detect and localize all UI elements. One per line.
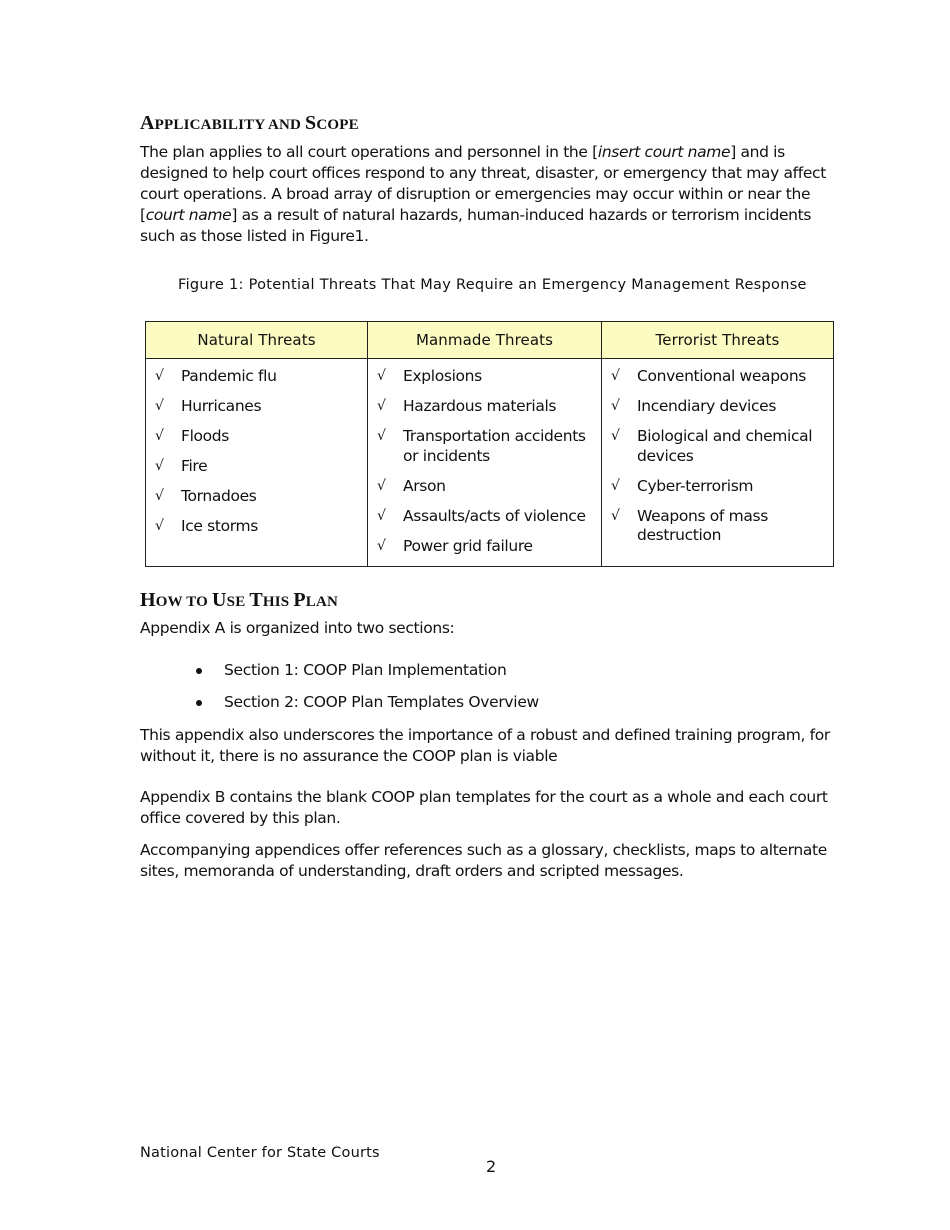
list-item-text: Hazardous materials <box>403 397 557 415</box>
list-item <box>376 367 597 387</box>
heading-smallcaps: HIS <box>262 594 294 610</box>
list-item-text: Assaults/acts of violence <box>403 506 586 525</box>
list-item <box>154 427 363 447</box>
heading-smallcaps: OW TO <box>155 594 212 610</box>
heading-smallcaps: COPE <box>316 117 359 133</box>
check-icon: √ <box>377 368 386 384</box>
heading-smallcaps: SE <box>226 594 250 610</box>
applicability-scope-heading <box>140 112 359 135</box>
check-icon: √ <box>155 458 164 474</box>
check-icon: √ <box>155 398 164 414</box>
list-item <box>376 537 597 557</box>
paragraph-text: ] and is designed to help court offices respond to any threat, disaster, or emergency that may affect court operations. A broad array of disruption or emergencies may occur within or near the [ <box>140 143 826 224</box>
paragraph-text: The plan applies to all court operations and personnel in the [ <box>140 143 598 161</box>
check-icon: √ <box>377 537 386 554</box>
list-item-text: Transportation accidents or incidents <box>403 427 586 465</box>
accompanying-appendices-paragraph: Accompanying appendices offer references such as a glossary, checklists, maps to alternate sites, memoranda of understanding, draft orders and scripted messages. <box>140 841 827 880</box>
list-item <box>154 517 363 537</box>
check-icon: √ <box>611 507 620 524</box>
list-item-text: Cyber-terrorism <box>637 476 754 495</box>
check-icon: √ <box>611 428 620 444</box>
paragraph-text: ] as a result of natural hazards, human-induced hazards or terrorism incidents such as those listed in Figure1. <box>140 206 812 245</box>
placeholder-court-name: insert court name <box>597 143 731 161</box>
list-item <box>376 427 597 466</box>
list-item <box>610 507 829 546</box>
terrorist-threats-header: Terrorist Threats <box>602 322 834 359</box>
check-icon: √ <box>155 428 164 444</box>
list-item-text: Arson <box>403 476 446 495</box>
manmade-threats-header: Manmade Threats <box>368 322 602 359</box>
manmade-threats-cell <box>368 359 602 567</box>
heading-initial: P <box>293 589 306 611</box>
list-item <box>376 507 597 527</box>
list-item-text: Pandemic flu <box>181 367 277 385</box>
list-item <box>610 427 829 466</box>
heading-smallcaps: LAN <box>305 594 339 610</box>
list-item <box>610 397 829 417</box>
appendix-a-intro: Appendix A is organized into two sections: <box>140 619 455 637</box>
list-item <box>154 397 363 417</box>
list-item <box>196 692 539 713</box>
heading-initial: S <box>305 112 317 134</box>
check-icon: √ <box>377 398 386 414</box>
list-item-text: Explosions <box>403 367 482 385</box>
list-item-text: Weapons of mass destruction <box>637 506 768 544</box>
how-to-use-heading <box>140 589 338 612</box>
heading-smallcaps: PPLICABILITY AND <box>154 117 306 133</box>
heading-initial: A <box>140 112 155 134</box>
heading-initial: U <box>212 589 227 611</box>
check-icon: √ <box>377 428 386 444</box>
list-item <box>154 367 363 387</box>
natural-threats-cell <box>146 359 368 567</box>
heading-initial: T <box>249 589 263 611</box>
list-item-text: Conventional weapons <box>637 367 807 385</box>
check-icon: √ <box>155 488 164 504</box>
terrorist-threats-list <box>610 367 829 546</box>
check-icon: √ <box>377 477 386 494</box>
list-item-text: Power grid failure <box>403 536 533 555</box>
list-item-text: Tornadoes <box>181 487 257 505</box>
list-item <box>610 367 829 387</box>
list-item <box>610 477 829 497</box>
list-item-text: Ice storms <box>181 517 258 535</box>
threats-table <box>145 321 834 567</box>
natural-threats-header: Natural Threats <box>146 322 368 359</box>
page-number: 2 <box>486 1157 497 1176</box>
list-item-text: Incendiary devices <box>637 397 777 415</box>
list-item <box>154 457 363 477</box>
training-paragraph: This appendix also underscores the importance of a robust and defined training program, for without it, there is no assurance the COOP plan is viable <box>140 726 830 765</box>
check-icon: √ <box>611 477 620 494</box>
terrorist-threats-cell <box>602 359 834 567</box>
placeholder-court-name: court name <box>145 206 232 224</box>
applicability-paragraph <box>140 142 830 247</box>
check-icon: √ <box>155 368 164 384</box>
heading-initial: H <box>140 589 156 611</box>
list-item-text: Hurricanes <box>181 397 262 415</box>
sections-bullet-list <box>196 660 539 724</box>
list-item <box>154 487 363 507</box>
list-item-text: Section 1: COOP Plan Implementation <box>224 661 507 679</box>
list-item-text: Section 2: COOP Plan Templates Overview <box>224 693 539 711</box>
figure-caption: Figure 1: Potential Threats That May Require an Emergency Management Response <box>178 277 807 293</box>
list-item-text: Floods <box>181 427 230 445</box>
list-item-text: Fire <box>181 457 208 475</box>
natural-threats-list <box>154 367 363 537</box>
bullet-icon <box>196 668 202 674</box>
list-item <box>196 660 539 681</box>
check-icon: √ <box>377 507 386 524</box>
footer-organization: National Center for State Courts <box>140 1145 380 1161</box>
check-icon: √ <box>611 368 620 384</box>
list-item <box>376 477 597 497</box>
bullet-icon <box>196 700 202 706</box>
list-item <box>376 397 597 417</box>
appendix-b-paragraph: Appendix B contains the blank COOP plan templates for the court as a whole and each court office covered by this plan. <box>140 788 828 827</box>
check-icon: √ <box>155 518 164 534</box>
check-icon: √ <box>611 398 620 414</box>
manmade-threats-list <box>376 367 597 556</box>
list-item-text: Biological and chemical devices <box>637 427 813 465</box>
